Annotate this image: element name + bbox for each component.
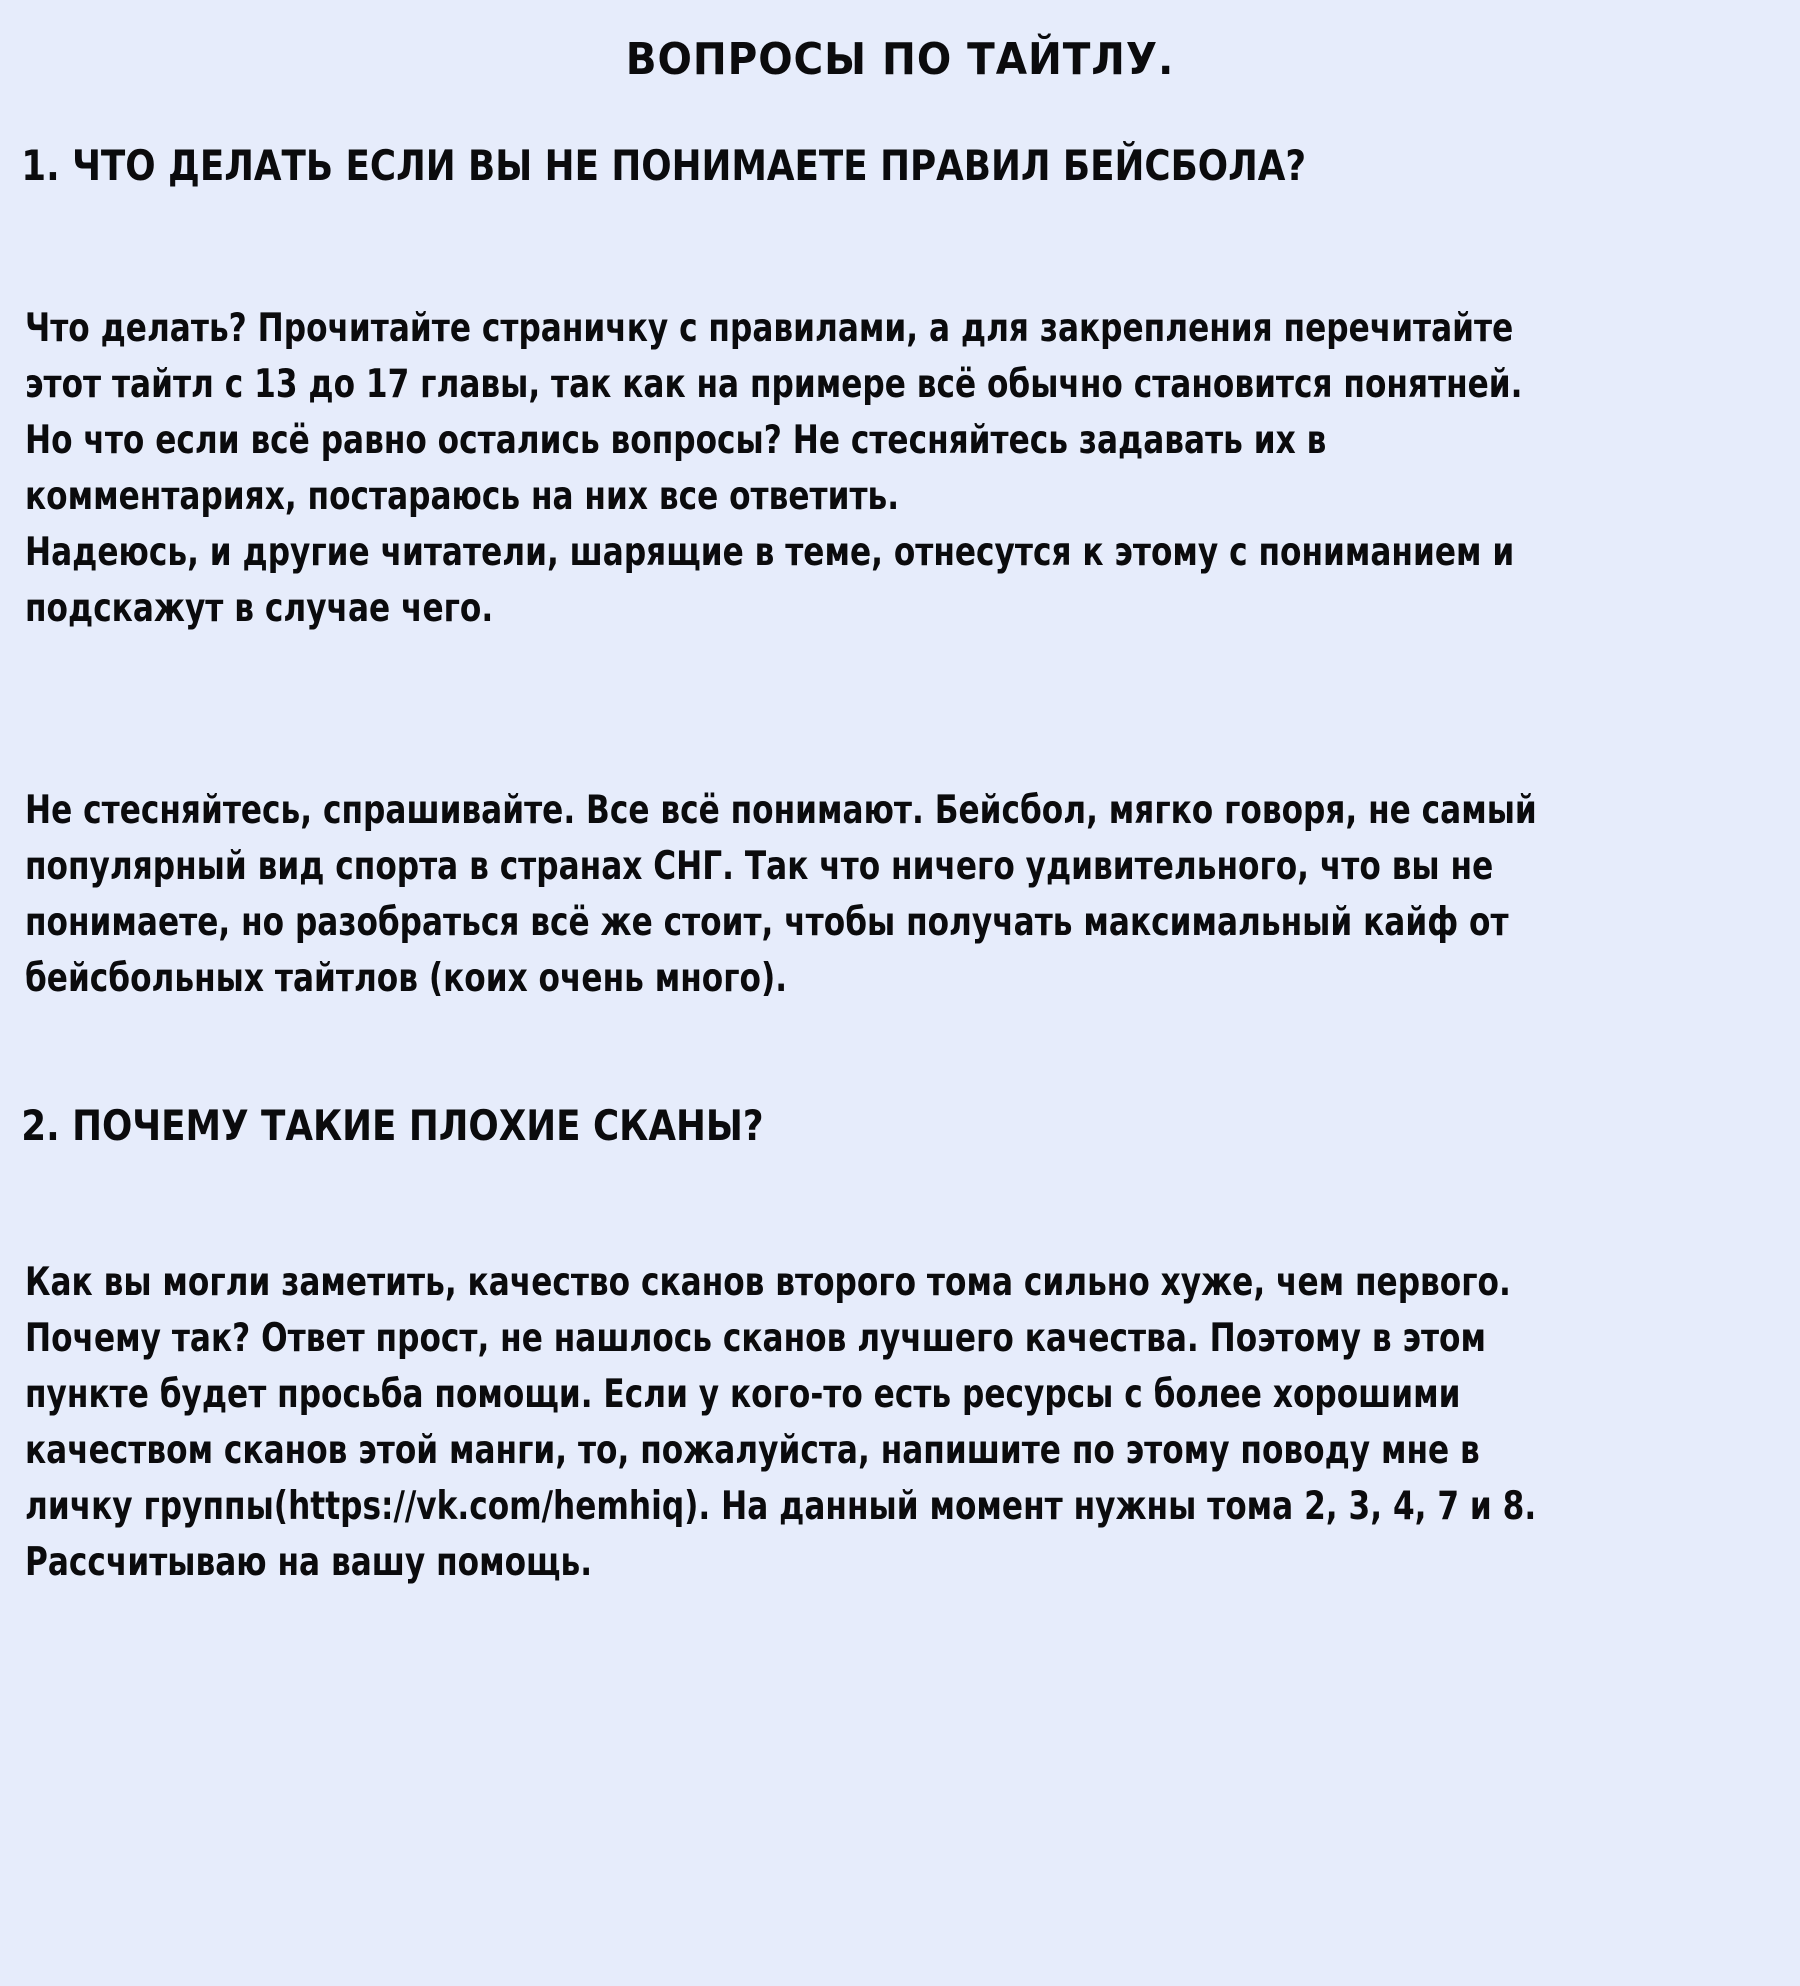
text-line: Рассчитываю на вашу помощь. (25, 1540, 593, 1586)
text-line: Почему так? Ответ прост, не нашлось сканов лучшего качества. Поэтому в этом (25, 1316, 1486, 1362)
text-line: бейсбольных тайтлов (коих очень много). (25, 956, 788, 1002)
section-2-paragraph-1 (0, 1255, 1800, 1591)
text-line: качеством сканов этой манги, то, пожалуйста, напишите по этому поводу мне в (25, 1428, 1480, 1474)
text-line-with-url: личку группы(https://vk.com/hemhiq). На данный момент нужны тома 2, 3, 4, 7 и 8. (25, 1484, 1537, 1530)
text-line: подскажут в случае чего. (25, 586, 494, 632)
section-1-paragraph-1 (0, 301, 1800, 637)
section-1-paragraph-2 (0, 783, 1800, 1007)
section-scan-quality (0, 1103, 1800, 1591)
text-line: популярный вид спорта в странах СНГ. Так что ничего удивительного, что вы не (25, 844, 1494, 890)
page-title: ВОПРОСЫ ПО ТАЙТЛУ. (625, 34, 1175, 85)
text-line: Не стесняйтесь, спрашивайте. Все всё понимают. Бейсбол, мягко говоря, не самый (25, 788, 1537, 834)
text-line: комментариях, постараюсь на них все ответить. (25, 474, 900, 520)
section-baseball-rules (0, 143, 1800, 1007)
text-line: Как вы могли заметить, качество сканов второго тома сильно хуже, чем первого. (25, 1260, 1511, 1306)
text-line: Что делать? Прочитайте страничку с правилами, а для закрепления перечитайте (25, 306, 1514, 352)
section-1-heading: 1. ЧТО ДЕЛАТЬ ЕСЛИ ВЫ НЕ ПОНИМАЕТЕ ПРАВИЛ БЕЙСБОЛА? (21, 141, 1307, 190)
text-line: Но что если всё равно остались вопросы? Не стесняйтесь задавать их в (25, 418, 1327, 464)
text-line: пункте будет просьба помощи. Если у кого-то есть ресурсы с более хорошими (25, 1372, 1461, 1418)
text-line: этот тайтл с 13 до 17 главы, так как на примере всё обычно становится понятней. (25, 362, 1523, 408)
text-line: Надеюсь, и другие читатели, шарящие в теме, отнесутся к этому с пониманием и (25, 530, 1515, 576)
section-2-heading: 2. ПОЧЕМУ ТАКИЕ ПЛОХИЕ СКАНЫ? (21, 1101, 764, 1151)
text-line: понимаете, но разобраться всё же стоит, чтобы получать максимальный кайф от (25, 900, 1509, 946)
